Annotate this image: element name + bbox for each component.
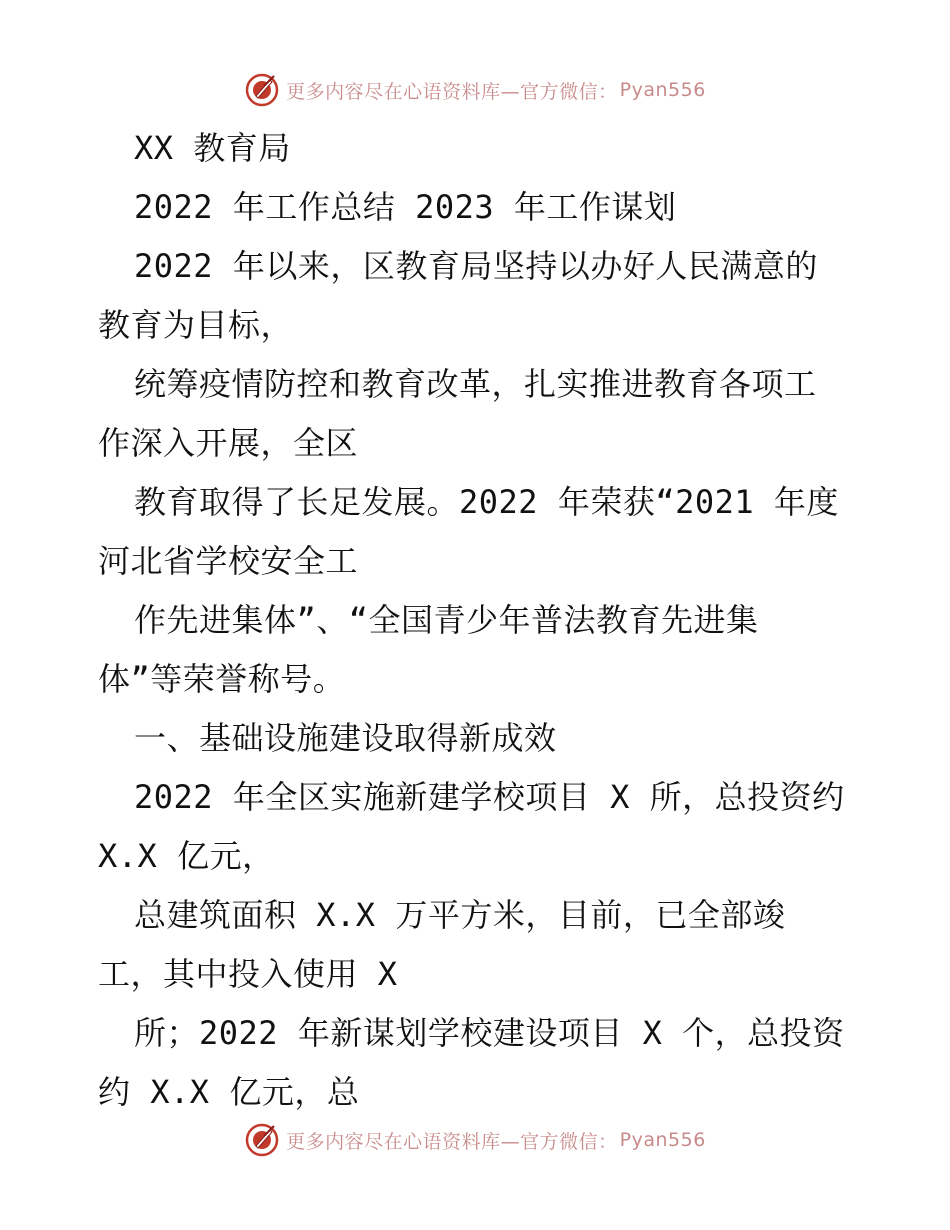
document-line: 教育取得了长足发展。2022 年荣获“2021 年度 (134, 483, 839, 521)
document-line: 工，其中投入使用 X (98, 955, 398, 993)
footer-watermark (0, 1120, 950, 1160)
document-line: 教育为目标， (98, 306, 294, 344)
document-line: 所；2022 年新谋划学校建设项目 X 个，总投资 (134, 1014, 845, 1052)
document-line: X.X 亿元， (98, 837, 275, 875)
watermark-wechat-id: Pyan556 (619, 79, 706, 101)
watermark-text: 更多内容尽在心语资料库—官方微信： (286, 80, 618, 103)
document-line: 2022 年以来，区教育局坚持以办好人民满意的 (134, 247, 818, 285)
watermark-text: 更多内容尽在心语资料库—官方微信： (286, 1130, 618, 1153)
seal-pen-icon (244, 1122, 280, 1158)
header-watermark (0, 70, 950, 110)
document-body (98, 119, 858, 1122)
document-line: 约 X.X 亿元，总 (98, 1073, 360, 1111)
document-line: XX 教育局 (134, 129, 291, 167)
watermark-wechat-id: Pyan556 (619, 1129, 706, 1151)
document-line: 河北省学校安全工 (98, 542, 359, 580)
document-line: 2022 年全区实施新建学校项目 X 所，总投资约 (134, 778, 845, 816)
seal-pen-icon (244, 72, 280, 108)
document-line: 作先进集体”、“全国青少年普法教育先进集 (134, 601, 759, 639)
document-line: 统筹疫情防控和教育改革，扎实推进教育各项工 (134, 365, 817, 403)
document-line: 一、基础设施建设取得新成效 (134, 719, 557, 757)
document-line: 2022 年工作总结 2023 年工作谋划 (134, 188, 677, 226)
document-line: 总建筑面积 X.X 万平方米，目前，已全部竣 (134, 896, 786, 934)
document-line: 作深入开展，全区 (98, 424, 359, 462)
document-line: 体”等荣誉称号。 (98, 660, 346, 698)
